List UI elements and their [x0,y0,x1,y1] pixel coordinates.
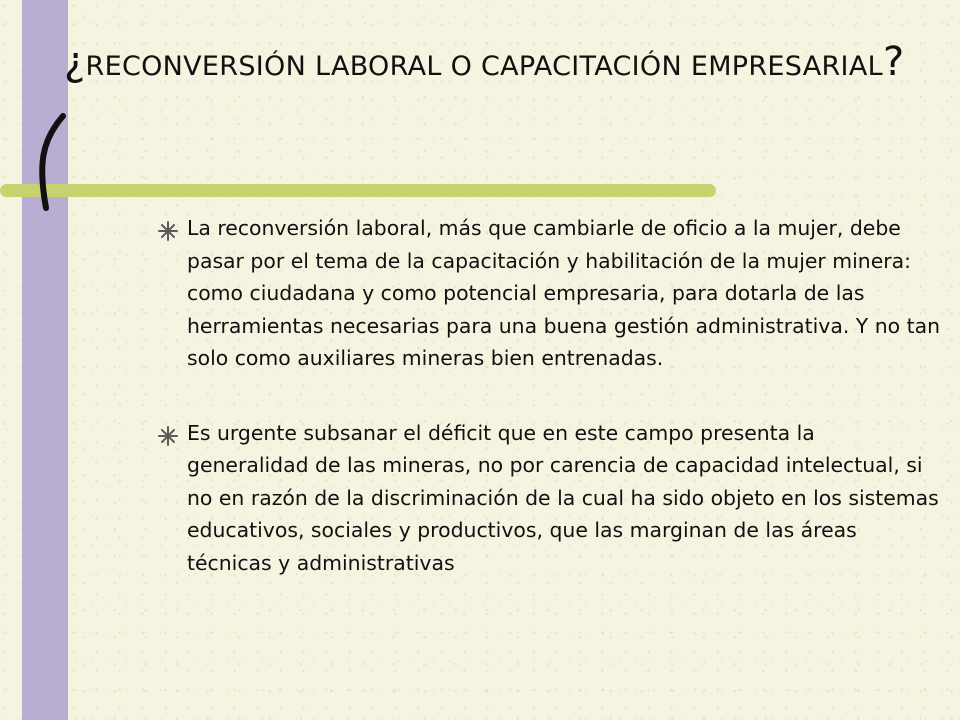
bullet-text: Es urgente subsanar el déficit que en este campo presenta la generalidad de las mineras, no por carencia de capacidad intelectual, si no en razón de la discriminación de la cual ha sido objeto en los sistemas educativos, sociales y productivos, que las marginan de las áreas técnicas y administrativas [187,420,939,575]
title-text: RECONVERSIÓN LABORAL O CAPACITACIÓN EMPRESARIAL [85,51,883,82]
left-decorative-bar [22,0,68,720]
title-open-mark: ¿ [64,39,86,85]
slide-title [64,32,924,97]
bullet-text: La reconversión laboral, más que cambiarle de oficio a la mujer, debe pasar por el tema de la capacitación y habilitación de la mujer minera: como ciudadana y como potencial empresaria, para dotarla de las herramientas necesarias para una buena gestión administrativa. Y no tan solo como auxiliares mineras bien entrenadas. [187,216,941,370]
bullet-item [150,417,940,580]
title-underline [0,184,716,197]
bullet-item [150,212,940,375]
star-bullet-icon [157,220,179,242]
bracket-icon [30,112,70,212]
star-bullet-icon [157,425,179,447]
bullet-list [150,212,940,579]
title-close-mark: ? [882,39,905,85]
